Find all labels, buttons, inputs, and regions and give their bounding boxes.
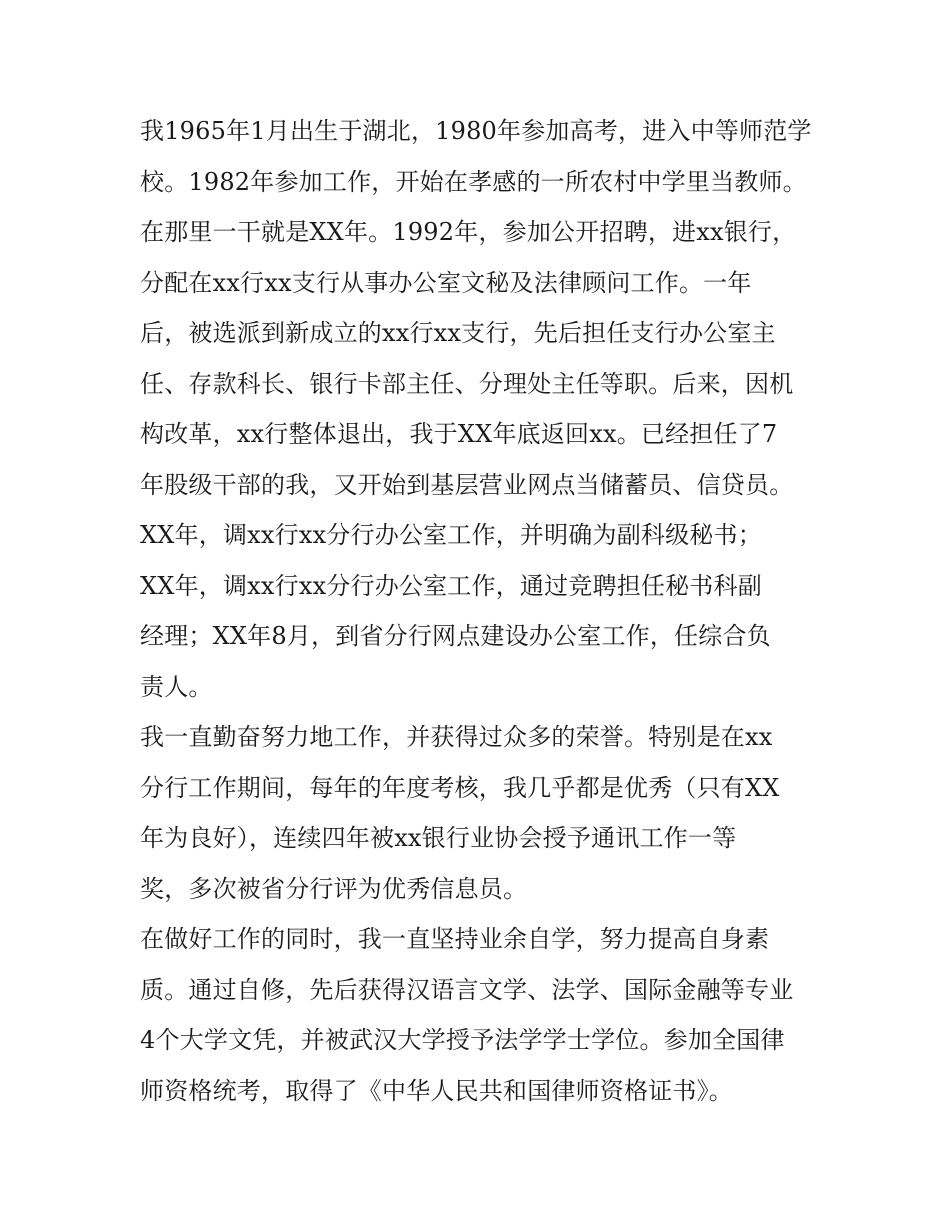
text-line: 分配在xx行xx支行从事办公室文秘及法律顾问工作。一年 [140, 268, 752, 297]
text-line: 我1965年1月出生于湖北，1980年参加高考，进入中等师范学 [140, 117, 812, 145]
text-line: 师资格统考，取得了《中华人民共和国律师资格证书》。 [140, 1076, 733, 1105]
document-body [140, 106, 820, 1116]
paragraph-self-study [140, 914, 820, 1116]
text-line: XX年，调xx行xx分行办公室工作，通过竞聘担任秘书科副 [140, 571, 762, 600]
paragraph-career [140, 106, 820, 712]
text-line: 质。通过自修，先后获得汉语言文学、法学、国际金融等专业 [140, 975, 794, 1004]
text-line: 校。1982年参加工作，开始在孝感的一所农村中学里当教师。 [140, 167, 807, 196]
paragraph-honors [140, 712, 820, 914]
text-line: 我一直勤奋努力地工作，并获得过众多的荣誉。特别是在xx [140, 723, 773, 751]
text-line: 4个大学文凭，并被武汉大学授予法学学士学位。参加全国律 [140, 1026, 785, 1054]
text-line: 经理；XX年8月，到省分行网点建设办公室工作，任综合负 [140, 622, 771, 650]
text-line: XX年，调xx行xx分行办公室工作，并明确为副科级秘书； [140, 521, 762, 549]
text-line: 任、存款科长、银行卡部主任、分理处主任等职。后来，因机 [140, 369, 794, 398]
text-line: 在做好工作的同时，我一直坚持业余自学，努力提高自身素 [140, 925, 770, 953]
text-line: 后，被选派到新成立的xx行xx支行，先后担任支行办公室主 [140, 319, 776, 347]
text-line: 责人。 [140, 672, 213, 701]
text-line: 年股级干部的我，又开始到基层营业网点当储蓄员、信贷员。 [140, 470, 794, 499]
text-line: 分行工作期间，每年的年度考核，我几乎都是优秀（只有XX [140, 773, 780, 802]
text-line: 构改革，xx行整体退出，我于XX年底返回xx。已经担任了7 [140, 420, 778, 448]
text-line: 奖，多次被省分行评为优秀信息员。 [140, 874, 528, 903]
text-line: 在那里一干就是XX年。1992年，参加公开招聘，进xx银行， [140, 218, 797, 246]
text-line: 年为良好），连续四年被xx银行业协会授予通讯工作一等 [140, 824, 737, 852]
